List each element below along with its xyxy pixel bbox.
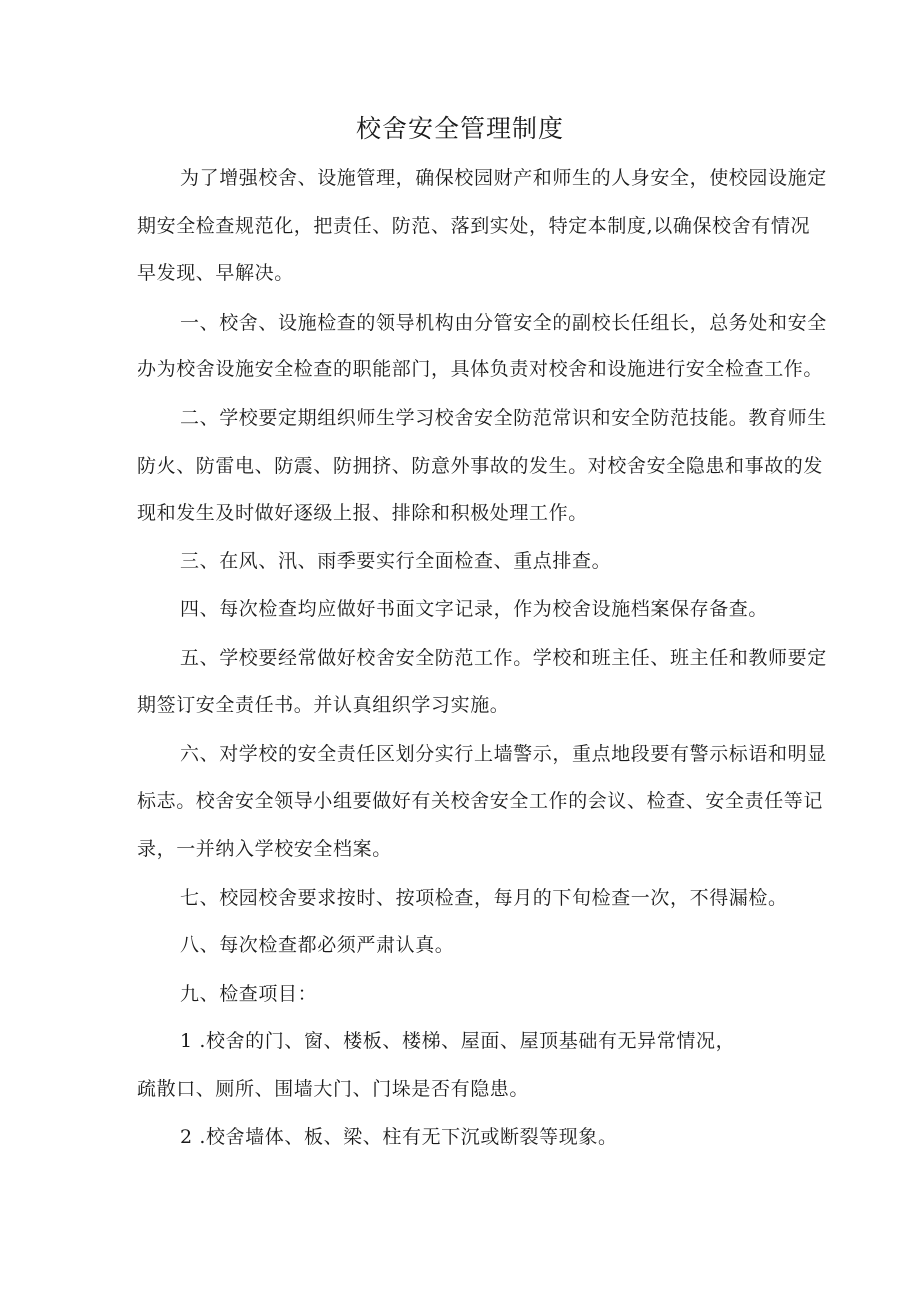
list-item-2: 2 .校舍墙体、板、梁、柱有无下沉或断裂等现象。: [180, 1126, 618, 1148]
paragraph-5-line-1: 五、学校要经常做好校舍安全防范工作。学校和班主任、班主任和教师要定: [180, 647, 827, 669]
paragraph-6-line-1: 六、对学校的安全责任区划分实行上墙警示，重点地段要有警示标语和明显: [180, 743, 827, 765]
paragraph-1-line-1: 一、校舍、设施检查的领导机构由分管安全的副校长任组长，总务处和安全: [180, 312, 827, 334]
paragraph-5-line-2: 期签订安全责任书。并认真组织学习实施。: [137, 694, 510, 716]
paragraph-7: 七、校园校舍要求按时、按项检查，每月的下旬检查一次，不得漏检。: [180, 887, 788, 909]
paragraph-1-line-2: 办为校舍设施安全检查的职能部门，具体负责对校舍和设施进行安全检查工作。: [137, 358, 824, 380]
list-item-1-line-1: 1 .校舍的门、窗、楼板、楼梯、屋面、屋顶基础有无异常情况，: [180, 1030, 736, 1052]
paragraph-intro-line-2: 期安全检查规范化，把责任、防范、落到实处，特定本制度,以确保校舍有情况: [137, 215, 811, 237]
paragraph-9: 九、检查项目：: [180, 983, 318, 1005]
paragraph-intro-line-3: 早发现、早解决。: [137, 262, 294, 284]
paragraph-2-line-3: 现和发生及时做好逐级上报、排除和积极处理工作。: [137, 502, 588, 524]
paragraph-6-line-3: 录，一并纳入学校安全档案。: [137, 838, 392, 860]
paragraph-2-line-1: 二、学校要定期组织师生学习校舍安全防范常识和安全防范技能。教育师生: [180, 407, 827, 429]
paragraph-6-line-2: 标志。校舍安全领导小组要做好有关校舍安全工作的会议、检查、安全责任等记: [137, 790, 824, 812]
paragraph-8: 八、每次检查都必须严肃认真。: [180, 934, 455, 956]
paragraph-4: 四、每次检查均应做好书面文字记录，作为校舍设施档案保存备查。: [180, 598, 769, 620]
document-title: 校舍安全管理制度: [355, 114, 564, 143]
list-item-1-line-2: 疏散口、厕所、围墙大门、门垛是否有隐患。: [137, 1078, 530, 1100]
paragraph-3: 三、在风、汛、雨季要实行全面检查、重点排查。: [180, 550, 612, 572]
paragraph-intro-line-1: 为了增强校舍、设施管理，确保校园财产和师生的人身安全，使校园设施定: [180, 167, 827, 189]
paragraph-2-line-2: 防火、防雷电、防震、防拥挤、防意外事故的发生。对校舍安全隐患和事故的发: [137, 455, 824, 477]
